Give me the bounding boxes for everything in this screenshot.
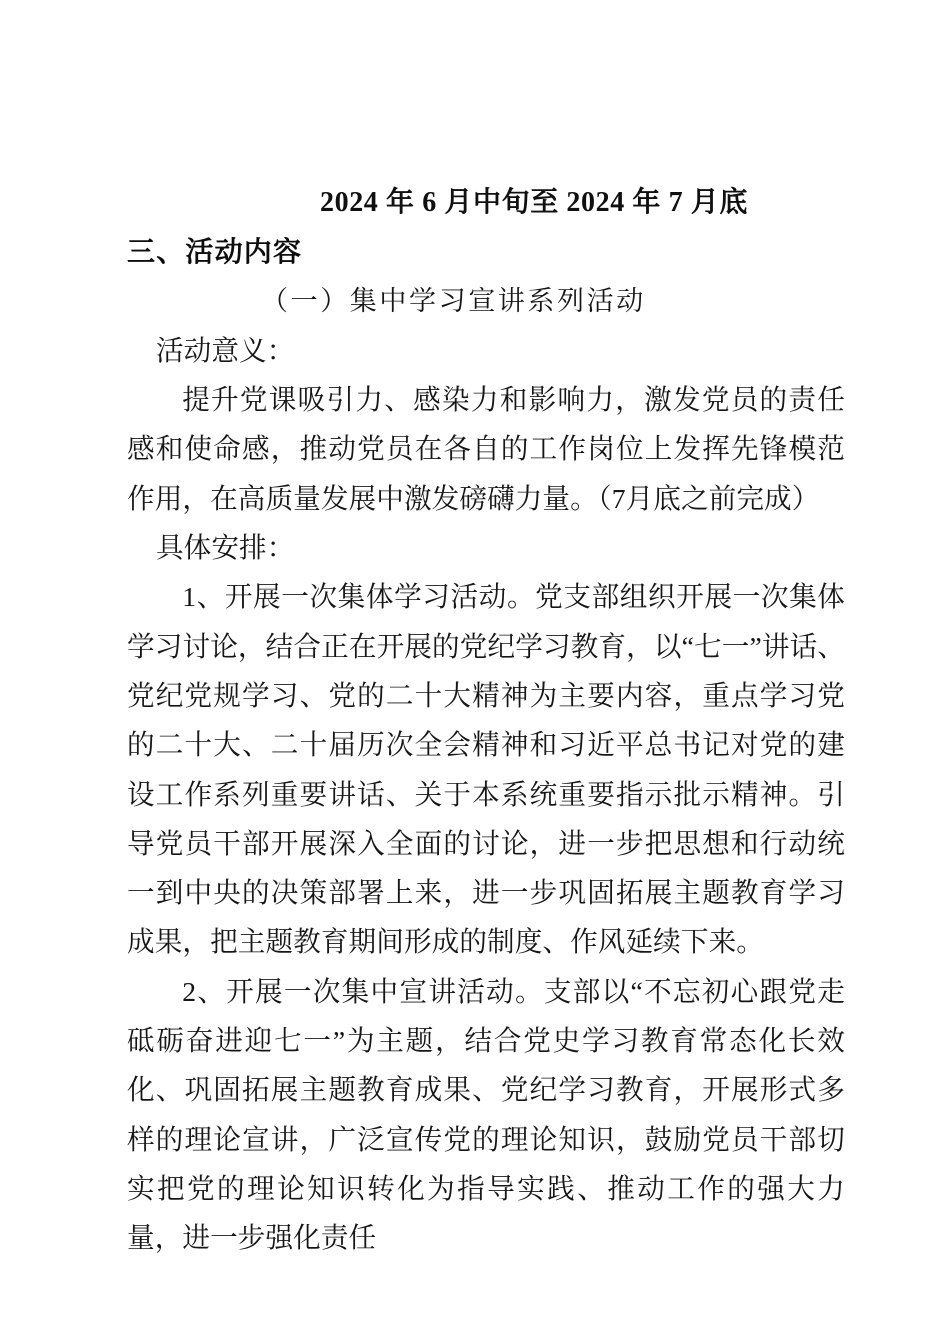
- activity-significance-body: 提升党课吸引力、感染力和影响力，激发党员的责任感和使命感，推动党员在各自的工作岗位上发挥先锋模范作用，在高质量发展中激发磅礴力量。（7月底之前完成）: [127, 384, 845, 514]
- arrangement-item-2: 2、开展一次集中宣讲活动。支部以“不忘初心跟党走 砥砺奋进迎七一”为主题，结合党史学习教育常态化长效化、巩固拓展主题教育成果、党纪学习教育，开展形式多样的理论宣讲，广泛宣传党的理论知识，鼓励党员干部切实把党的理论知识转化为指导实践、推动工作的强大力量，进一步强化责任: [127, 975, 845, 1254]
- arrangement-item-1: 1、开展一次集体学习活动。党支部组织开展一次集体学习讨论，结合正在开展的党纪学习教育，以“七一”讲话、党纪党规学习、党的二十大精神为主要内容，重点学习党的二十大、二十届历次全会精神和习近平总书记对党的建设工作系列重要讲话、关于本系统重要指示批示精神。引导党员干部开展深入全面的讨论，进一步把思想和行动统一到中央的决策部署上来，进一步巩固拓展主题教育学习成果，把主题教育期间形成的制度、作风延续下来。: [127, 581, 845, 958]
- specific-arrangement-label: 具体安排：: [155, 532, 295, 564]
- document-body: [127, 178, 845, 1263]
- activity-significance-label: 活动意义：: [155, 334, 295, 366]
- subsection-heading-study-series: （一）集中学习宣讲系列活动: [261, 285, 646, 316]
- section-heading-activity-content: 三、活动内容: [127, 236, 303, 268]
- date-range-line: 2024 年 6 月中旬至 2024 年 7 月底: [320, 187, 749, 218]
